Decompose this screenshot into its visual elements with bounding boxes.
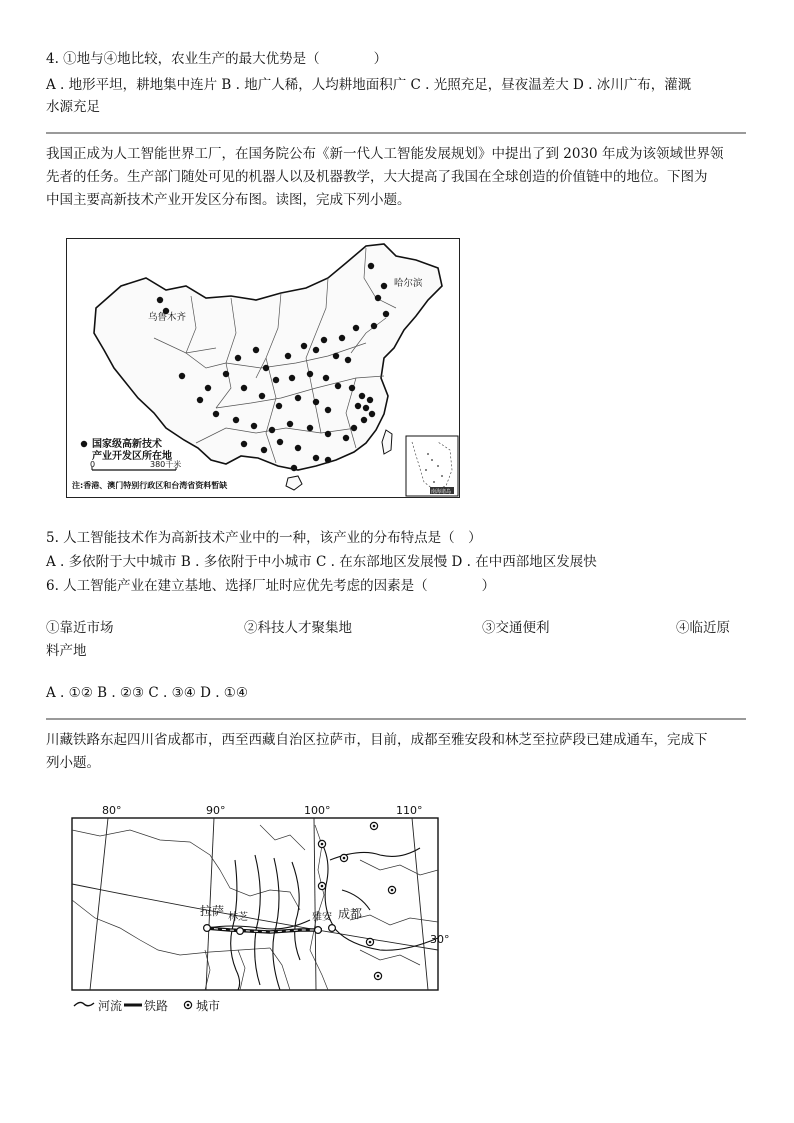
map1-legend-line1: 国家级高新技术 (92, 439, 162, 450)
map2-lon-100: 100° (304, 804, 331, 817)
map1-scale-label: 380千米 (150, 460, 182, 469)
q5-options: A . 多依附于大中城市 B . 多依附于中小城市 C . 在东部地区发展慢 D . 在中西部地区发展快 (46, 554, 597, 570)
map2-lat-30: 30° (430, 933, 450, 946)
q4-options: A . 地形平坦，耕地集中连片 B . 地广人稀，人均耕地面积广 C . 光照充足，昼夜温差大 D . 冰川广布，灌溉 (46, 77, 692, 93)
q5-stem: 5. 人工智能技术作为高新技术产业中的一种，该产业的分布特点是（ ） (46, 530, 482, 546)
passage1-line3: 中国主要高新技术产业开发区分布图。读图，完成下列小题。 (46, 192, 411, 208)
map1-inset-label: 南海诸岛 (431, 489, 452, 495)
q6-item-3: ③交通便利 (482, 620, 550, 636)
map2-lon-110: 110° (396, 804, 423, 817)
map2-city-yaan: 雅安 (312, 912, 332, 923)
legend-dot-icon (81, 441, 87, 447)
q4-options-cont: 水源充足 (46, 99, 100, 115)
q6-stem: 6. 人工智能产业在建立基地、选择厂址时应优先考虑的因素是（ ） (46, 578, 496, 594)
passage1-line2: 先者的任务。生产部门随处可见的机器人以及机器教学，大大提高了我国在全球创造的价值链中的地位。下图为 (46, 169, 708, 185)
q6-item-1: ①靠近市场 (46, 620, 114, 636)
q4-stem: 4. ①地与④地比较，农业生产的最大优势是（ ） (46, 51, 388, 67)
passage1-line1: 我国正成为人工智能世界工厂，在国务院公布《新一代人工智能发展规划》中提出了到 2030 年成为该领域世界领 (46, 146, 724, 162)
map1-city-harbin: 哈尔滨 (394, 278, 423, 289)
river-legend-icon (74, 1002, 94, 1006)
map1-scale-zero: 0 (90, 460, 96, 469)
map2-legend-river: 河流 (98, 999, 123, 1013)
map1-city-urumqi: 乌鲁木齐 (148, 312, 187, 323)
q6-options: A . ①② B . ②③ C . ③④ D . ①④ (46, 685, 249, 701)
sichuan-tibet-railway-map (60, 800, 460, 1020)
passage2-line1: 川藏铁路东起四川省成都市，西至西藏自治区拉萨市，目前，成都至雅安段和林芝至拉萨段已建成通车，完成下 (46, 732, 708, 748)
map1-note: 注:香港、澳门特别行政区和台湾省资料暂缺 (72, 481, 228, 490)
map1-legend-line2: 产业开发区所在地 (92, 451, 172, 462)
divider (46, 132, 746, 134)
map2-city-chengdu: 成都 (338, 907, 363, 921)
q6-item-4-cont: 料产地 (46, 643, 87, 659)
china-hightech-zones-map (66, 238, 460, 498)
q6-item-4: ④临近原 (676, 620, 730, 636)
map2-city-nyingchi: 林芝 (228, 912, 248, 923)
q6-item-2: ②科技人才聚集地 (244, 620, 352, 636)
map2-legend-railway: 铁路 (144, 999, 169, 1013)
map2-lon-80: 80° (102, 804, 122, 817)
map2-legend-city: 城市 (196, 999, 221, 1013)
divider (46, 718, 746, 720)
map2-city-lhasa: 拉萨 (200, 904, 225, 918)
passage2-line2: 列小题。 (46, 755, 100, 771)
map2-lon-90: 90° (206, 804, 226, 817)
